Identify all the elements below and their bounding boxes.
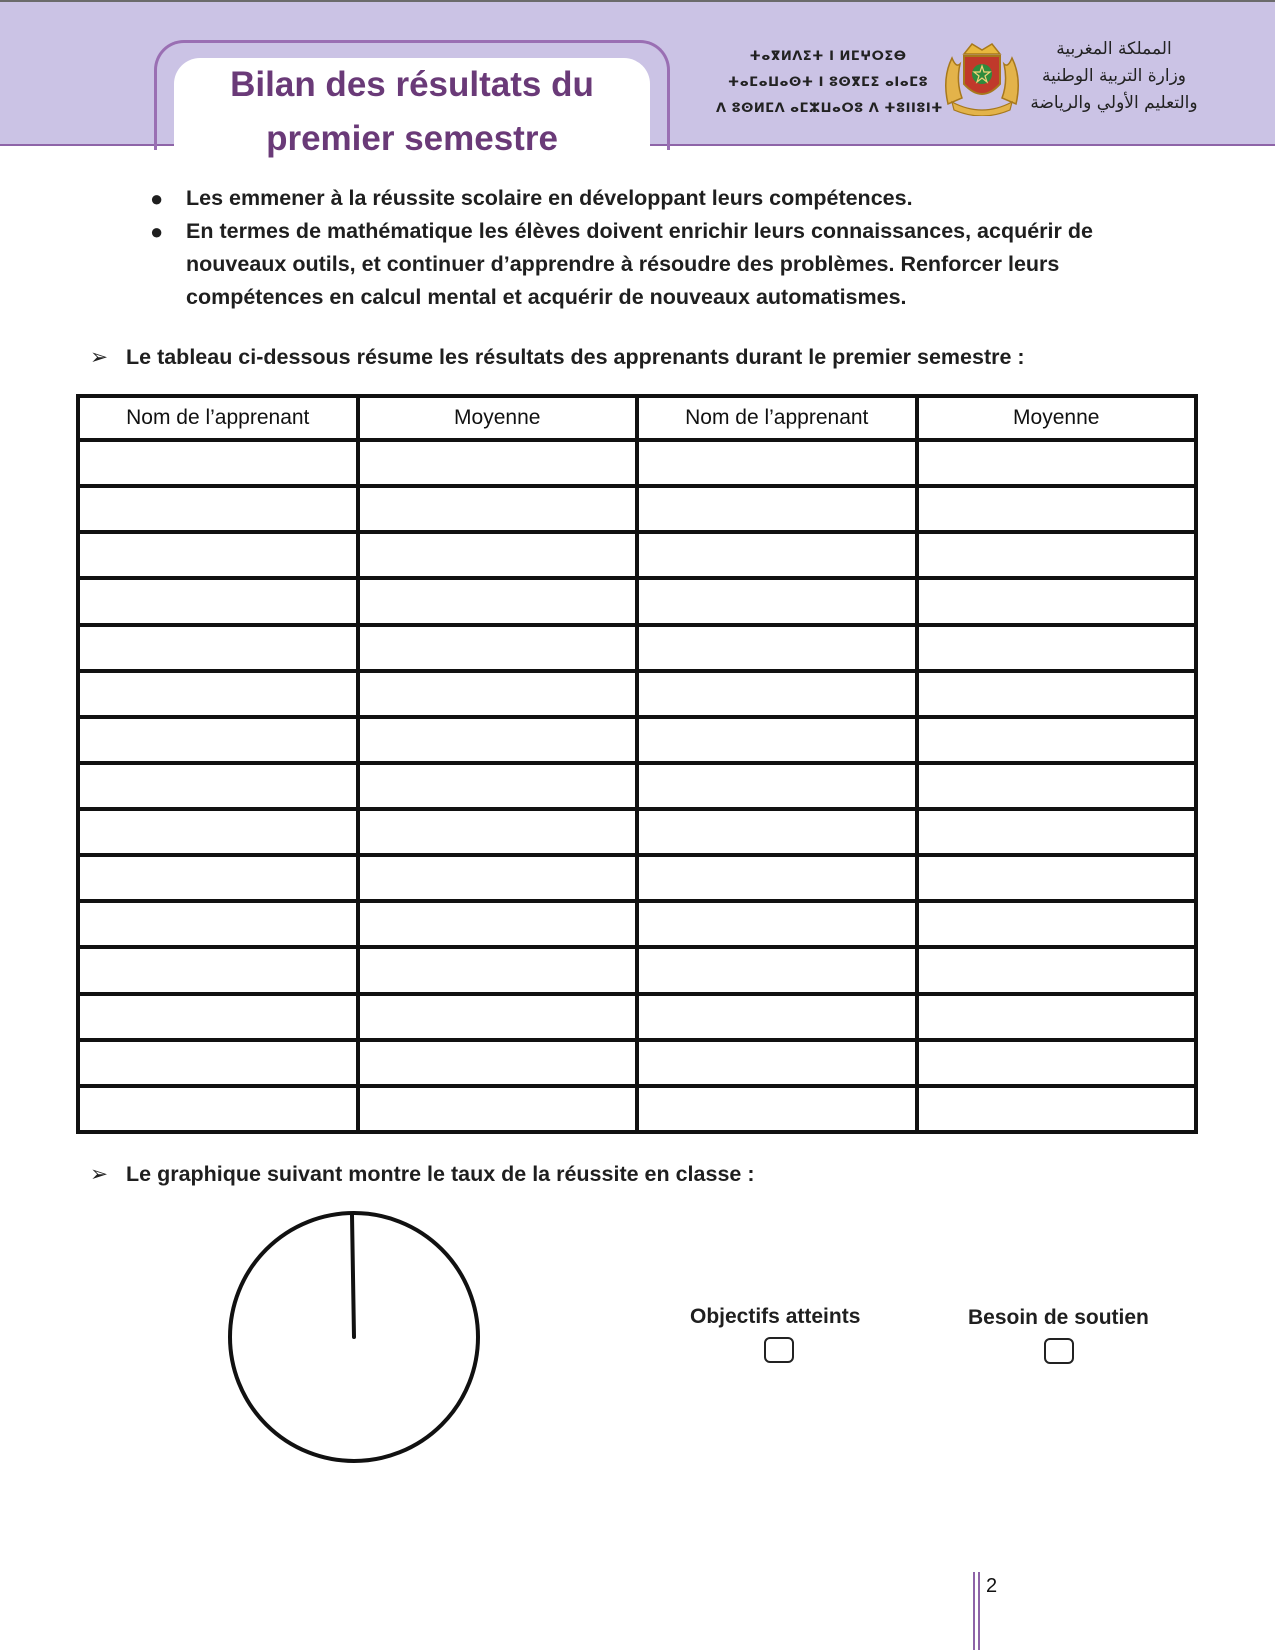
cell-learner-name[interactable] — [637, 901, 917, 947]
cell-learner-name[interactable] — [637, 625, 917, 671]
cell-average[interactable] — [917, 1086, 1197, 1132]
cell-learner-name[interactable] — [78, 486, 358, 532]
cell-learner-name[interactable] — [637, 671, 917, 717]
cell-learner-name[interactable] — [78, 1086, 358, 1132]
tifinagh-line-1: ⵜⴰⴳⵍⴷⵉⵜ ⵏ ⵍⵎⵖⵔⵉⴱ — [749, 49, 907, 64]
table-row — [78, 1086, 1196, 1132]
cell-learner-name[interactable] — [78, 1040, 358, 1086]
table-row — [78, 440, 1196, 486]
success-rate-pie-chart — [224, 1207, 484, 1467]
cell-average[interactable] — [917, 625, 1197, 671]
legend-label-objectives: Objectifs atteints — [690, 1305, 861, 1328]
cell-average[interactable] — [358, 947, 638, 993]
table-row — [78, 578, 1196, 624]
page-title-line-2: premier semestre — [266, 119, 558, 158]
section-chart-intro-text: Le graphique suivant montre le taux de la réussite en classe : — [126, 1162, 755, 1186]
cell-average[interactable] — [917, 994, 1197, 1040]
table-row — [78, 532, 1196, 578]
cell-average[interactable] — [917, 671, 1197, 717]
page-number: 2 — [986, 1575, 998, 1597]
cell-learner-name[interactable] — [78, 625, 358, 671]
cell-learner-name[interactable] — [78, 809, 358, 855]
table-body — [78, 440, 1196, 1132]
list-item-text: Les emmener à la réussite scolaire en développant leurs compétences. — [186, 186, 913, 210]
cell-average[interactable] — [917, 486, 1197, 532]
cell-average[interactable] — [358, 671, 638, 717]
cell-learner-name[interactable] — [637, 532, 917, 578]
cell-average[interactable] — [917, 901, 1197, 947]
cell-average[interactable] — [917, 763, 1197, 809]
section-table-intro-text: Le tableau ci-dessous résume les résultats des apprenants durant le premier semestre : — [126, 345, 1025, 369]
legend-checkbox-support[interactable] — [1044, 1338, 1074, 1364]
page-number-rule — [978, 1572, 980, 1650]
results-table — [76, 394, 1198, 1134]
cell-average[interactable] — [358, 486, 638, 532]
pie-radius-line — [352, 1215, 354, 1337]
table-row — [78, 763, 1196, 809]
cell-learner-name[interactable] — [78, 532, 358, 578]
cell-average[interactable] — [358, 717, 638, 763]
table-row — [78, 855, 1196, 901]
bullet-icon: ● — [150, 219, 164, 244]
cell-average[interactable] — [358, 440, 638, 486]
arabic-line-2: وزارة التربية الوطنية — [1041, 66, 1187, 86]
cell-average[interactable] — [358, 1040, 638, 1086]
cell-average[interactable] — [358, 763, 638, 809]
cell-learner-name[interactable] — [637, 994, 917, 1040]
arrow-bullet-icon: ➢ — [90, 1162, 109, 1187]
table-row — [78, 486, 1196, 532]
cell-learner-name[interactable] — [637, 1086, 917, 1132]
table-row — [78, 717, 1196, 763]
cell-learner-name[interactable] — [637, 855, 917, 901]
arabic-ministry-name — [1022, 36, 1206, 117]
column-header-name: Nom de l’apprenant — [78, 396, 358, 440]
page-title — [174, 58, 650, 166]
table-row — [78, 1040, 1196, 1086]
cell-learner-name[interactable] — [637, 486, 917, 532]
cell-average[interactable] — [358, 532, 638, 578]
list-item — [150, 182, 1130, 215]
table-row — [78, 671, 1196, 717]
cell-learner-name[interactable] — [78, 763, 358, 809]
cell-average[interactable] — [917, 947, 1197, 993]
arrow-bullet-icon: ➢ — [90, 345, 109, 370]
table-row — [78, 994, 1196, 1040]
cell-average[interactable] — [917, 1040, 1197, 1086]
objectives-list — [150, 182, 1130, 314]
arabic-line-3: والتعليم الأولي والرياضة — [1030, 93, 1198, 113]
arabic-line-1: المملكة المغربية — [1056, 39, 1172, 59]
cell-learner-name[interactable] — [78, 440, 358, 486]
page-number-rule — [973, 1572, 975, 1650]
cell-average[interactable] — [358, 578, 638, 624]
table-header-row — [78, 396, 1196, 440]
bullet-icon: ● — [150, 186, 164, 211]
section-table-intro — [90, 345, 1025, 370]
cell-learner-name[interactable] — [78, 901, 358, 947]
section-chart-intro — [90, 1162, 755, 1187]
tifinagh-line-3: ⴷ ⵓⵙⵍⵎⴷ ⴰⵎⵣⵡⴰⵔⵓ ⴷ ⵜⵓⵏⵏⵓⵏⵜ — [716, 101, 944, 116]
table-row — [78, 625, 1196, 671]
cell-average[interactable] — [917, 855, 1197, 901]
cell-learner-name[interactable] — [78, 578, 358, 624]
legend-checkbox-objectives[interactable] — [764, 1337, 794, 1363]
column-header-average: Moyenne — [358, 396, 638, 440]
tifinagh-line-2: ⵜⴰⵎⴰⵡⴰⵙⵜ ⵏ ⵓⵙⴳⵎⵉ ⴰⵏⴰⵎⵓ — [727, 75, 929, 90]
cell-average[interactable] — [917, 578, 1197, 624]
cell-average[interactable] — [917, 532, 1197, 578]
cell-learner-name[interactable] — [637, 440, 917, 486]
table-row — [78, 947, 1196, 993]
cell-average[interactable] — [917, 717, 1197, 763]
cell-average[interactable] — [917, 809, 1197, 855]
list-item-text: En termes de mathématique les élèves doivent enrichir leurs connaissances, acquérir de nouveaux outils, et continuer d’apprendre à résoudre des problèmes. Renforcer leurs compétences en calcul mental et acquérir de nouveaux automatismes. — [186, 219, 1093, 309]
page-title-line-1: Bilan des résultats du — [230, 65, 594, 104]
legend-label-support: Besoin de soutien — [968, 1306, 1149, 1329]
moroccan-coat-of-arms-icon — [938, 38, 1026, 116]
cell-learner-name[interactable] — [637, 578, 917, 624]
cell-learner-name[interactable] — [637, 1040, 917, 1086]
cell-learner-name[interactable] — [78, 855, 358, 901]
cell-average[interactable] — [358, 1086, 638, 1132]
cell-learner-name[interactable] — [637, 763, 917, 809]
cell-average[interactable] — [917, 440, 1197, 486]
list-item — [150, 215, 1130, 314]
tifinagh-ministry-name — [716, 44, 944, 122]
cell-learner-name[interactable] — [637, 809, 917, 855]
column-header-average: Moyenne — [917, 396, 1197, 440]
cell-average[interactable] — [358, 901, 638, 947]
cell-learner-name[interactable] — [78, 671, 358, 717]
cell-learner-name[interactable] — [78, 717, 358, 763]
cell-learner-name[interactable] — [637, 947, 917, 993]
column-header-name: Nom de l’apprenant — [637, 396, 917, 440]
cell-learner-name[interactable] — [78, 947, 358, 993]
cell-average[interactable] — [358, 855, 638, 901]
table-row — [78, 809, 1196, 855]
cell-learner-name[interactable] — [637, 717, 917, 763]
cell-average[interactable] — [358, 809, 638, 855]
cell-average[interactable] — [358, 994, 638, 1040]
cell-learner-name[interactable] — [78, 994, 358, 1040]
cell-average[interactable] — [358, 625, 638, 671]
table-row — [78, 901, 1196, 947]
